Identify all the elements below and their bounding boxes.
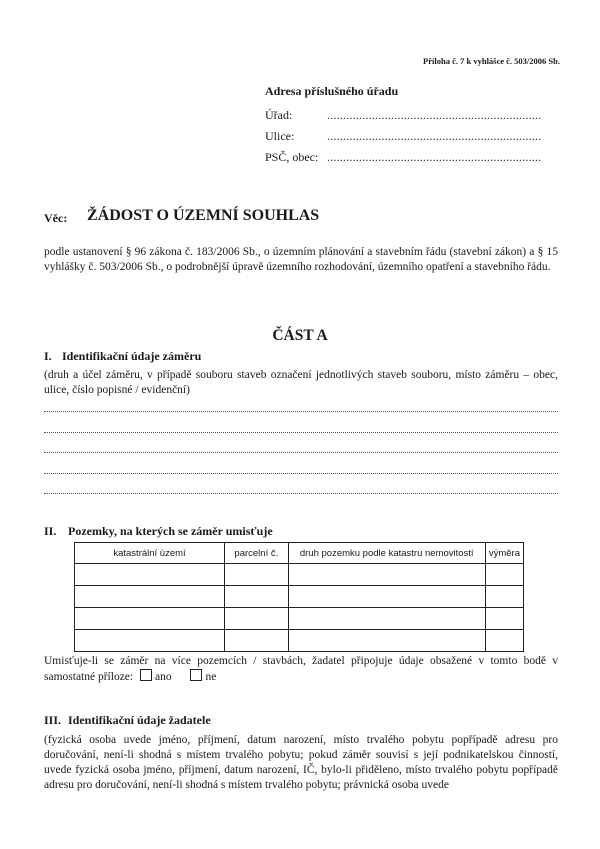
- column-header: výměra: [485, 543, 523, 564]
- column-header: katastrální území: [75, 543, 225, 564]
- yes-label: ano: [154, 671, 172, 683]
- table-header-row: [75, 543, 524, 564]
- no-checkbox[interactable]: [190, 669, 202, 681]
- table-cell[interactable]: [288, 608, 485, 630]
- legal-basis-text: podle ustanovení § 96 zákona č. 183/2006 Sb., o územním plánování a stavebním řádu (stavební zákon) a § 15 vyhlášky č. 503/2006 Sb., o podrobnější úpravě územního rozhodování, územního opatření a stavebního řádu.: [44, 246, 558, 273]
- table-cell[interactable]: [225, 564, 289, 586]
- no-label: ne: [205, 671, 217, 683]
- yes-checkbox[interactable]: [140, 669, 152, 681]
- entry-line[interactable]: [44, 473, 558, 475]
- part-title: ČÁST A: [272, 327, 328, 344]
- section-1-description: (druh a účel záměru, v případě souboru staveb označení jednotlivých staveb souboru, místo záměru – obec, ulice, číslo popisné / evidenční): [44, 369, 558, 396]
- zip-city-field-dots[interactable]: ...................................................................: [327, 150, 542, 164]
- section-1-number: I.: [44, 349, 52, 363]
- office-address-title: Adresa příslušného úřadu: [265, 84, 399, 98]
- street-field-dots[interactable]: ...................................................................: [327, 129, 542, 143]
- table-cell[interactable]: [225, 586, 289, 608]
- table-cell[interactable]: [225, 608, 289, 630]
- annex-note: Příloha č. 7 k vyhlášce č. 503/2006 Sb.: [423, 56, 560, 66]
- section-2-title: Pozemky, na kterých se záměr umisťuje: [68, 524, 273, 538]
- table-row: [75, 608, 524, 630]
- entry-line[interactable]: [44, 493, 558, 495]
- section-3-number: III.: [44, 713, 62, 727]
- table-row: [75, 586, 524, 608]
- table-row: [75, 564, 524, 586]
- section-1-title: Identifikační údaje záměru: [62, 349, 202, 363]
- table-row: [75, 630, 524, 652]
- office-field-dots[interactable]: ...................................................................: [327, 108, 542, 122]
- section-1-heading: [44, 349, 201, 364]
- table-cell[interactable]: [485, 630, 523, 652]
- entry-line[interactable]: [44, 432, 558, 434]
- zip-city-field-label: PSČ, obec:: [265, 150, 319, 164]
- section-3-title: Identifikační údaje žadatele: [68, 713, 211, 727]
- column-header: parcelní č.: [225, 543, 289, 564]
- section-2-heading: [44, 524, 273, 539]
- street-field-label: Ulice:: [265, 129, 295, 143]
- plots-table: [74, 542, 524, 652]
- table-cell[interactable]: [225, 630, 289, 652]
- table-cell[interactable]: [288, 564, 485, 586]
- section-2-note: [44, 654, 558, 685]
- entry-line[interactable]: [44, 452, 558, 454]
- section-2-number: II.: [44, 524, 57, 538]
- table-cell[interactable]: [75, 564, 225, 586]
- table-cell[interactable]: [288, 586, 485, 608]
- table-cell[interactable]: [75, 586, 225, 608]
- column-header: druh pozemku podle katastru nemovitostí: [288, 543, 485, 564]
- table-cell[interactable]: [485, 586, 523, 608]
- table-cell[interactable]: [75, 630, 225, 652]
- section-3-heading: [44, 713, 211, 728]
- entry-line[interactable]: [44, 411, 558, 413]
- table-cell[interactable]: [288, 630, 485, 652]
- attachment-note-text: Umisťuje-li se záměr na více pozemcích / stavbách, žadatel připojuje údaje obsažené v tomto bodě v samostatné příloze:: [44, 655, 558, 683]
- table-cell[interactable]: [485, 608, 523, 630]
- table-cell[interactable]: [485, 564, 523, 586]
- table-cell[interactable]: [75, 608, 225, 630]
- section-3-description: (fyzická osoba uvede jméno, příjmení, datum narození, místo trvalého pobytu popřípadě adresu pro doručování, není-li shodná s místem trvalého pobytu; pokud záměr souvisí s její podnikatelskou činností, uvede fyzická osoba jméno, příjmení, datum narození, IČ, bylo-li přiděleno, místo trvalého pobytu popřípadě adresu pro doručování, není-li shodná s místem trvalého pobytu; právnická osoba uvede: [44, 734, 558, 791]
- subject-label: Věc:: [44, 211, 68, 225]
- subject-title: ŽÁDOST O ÚZEMNÍ SOUHLAS: [87, 207, 320, 224]
- office-field-label: Úřad:: [265, 108, 293, 122]
